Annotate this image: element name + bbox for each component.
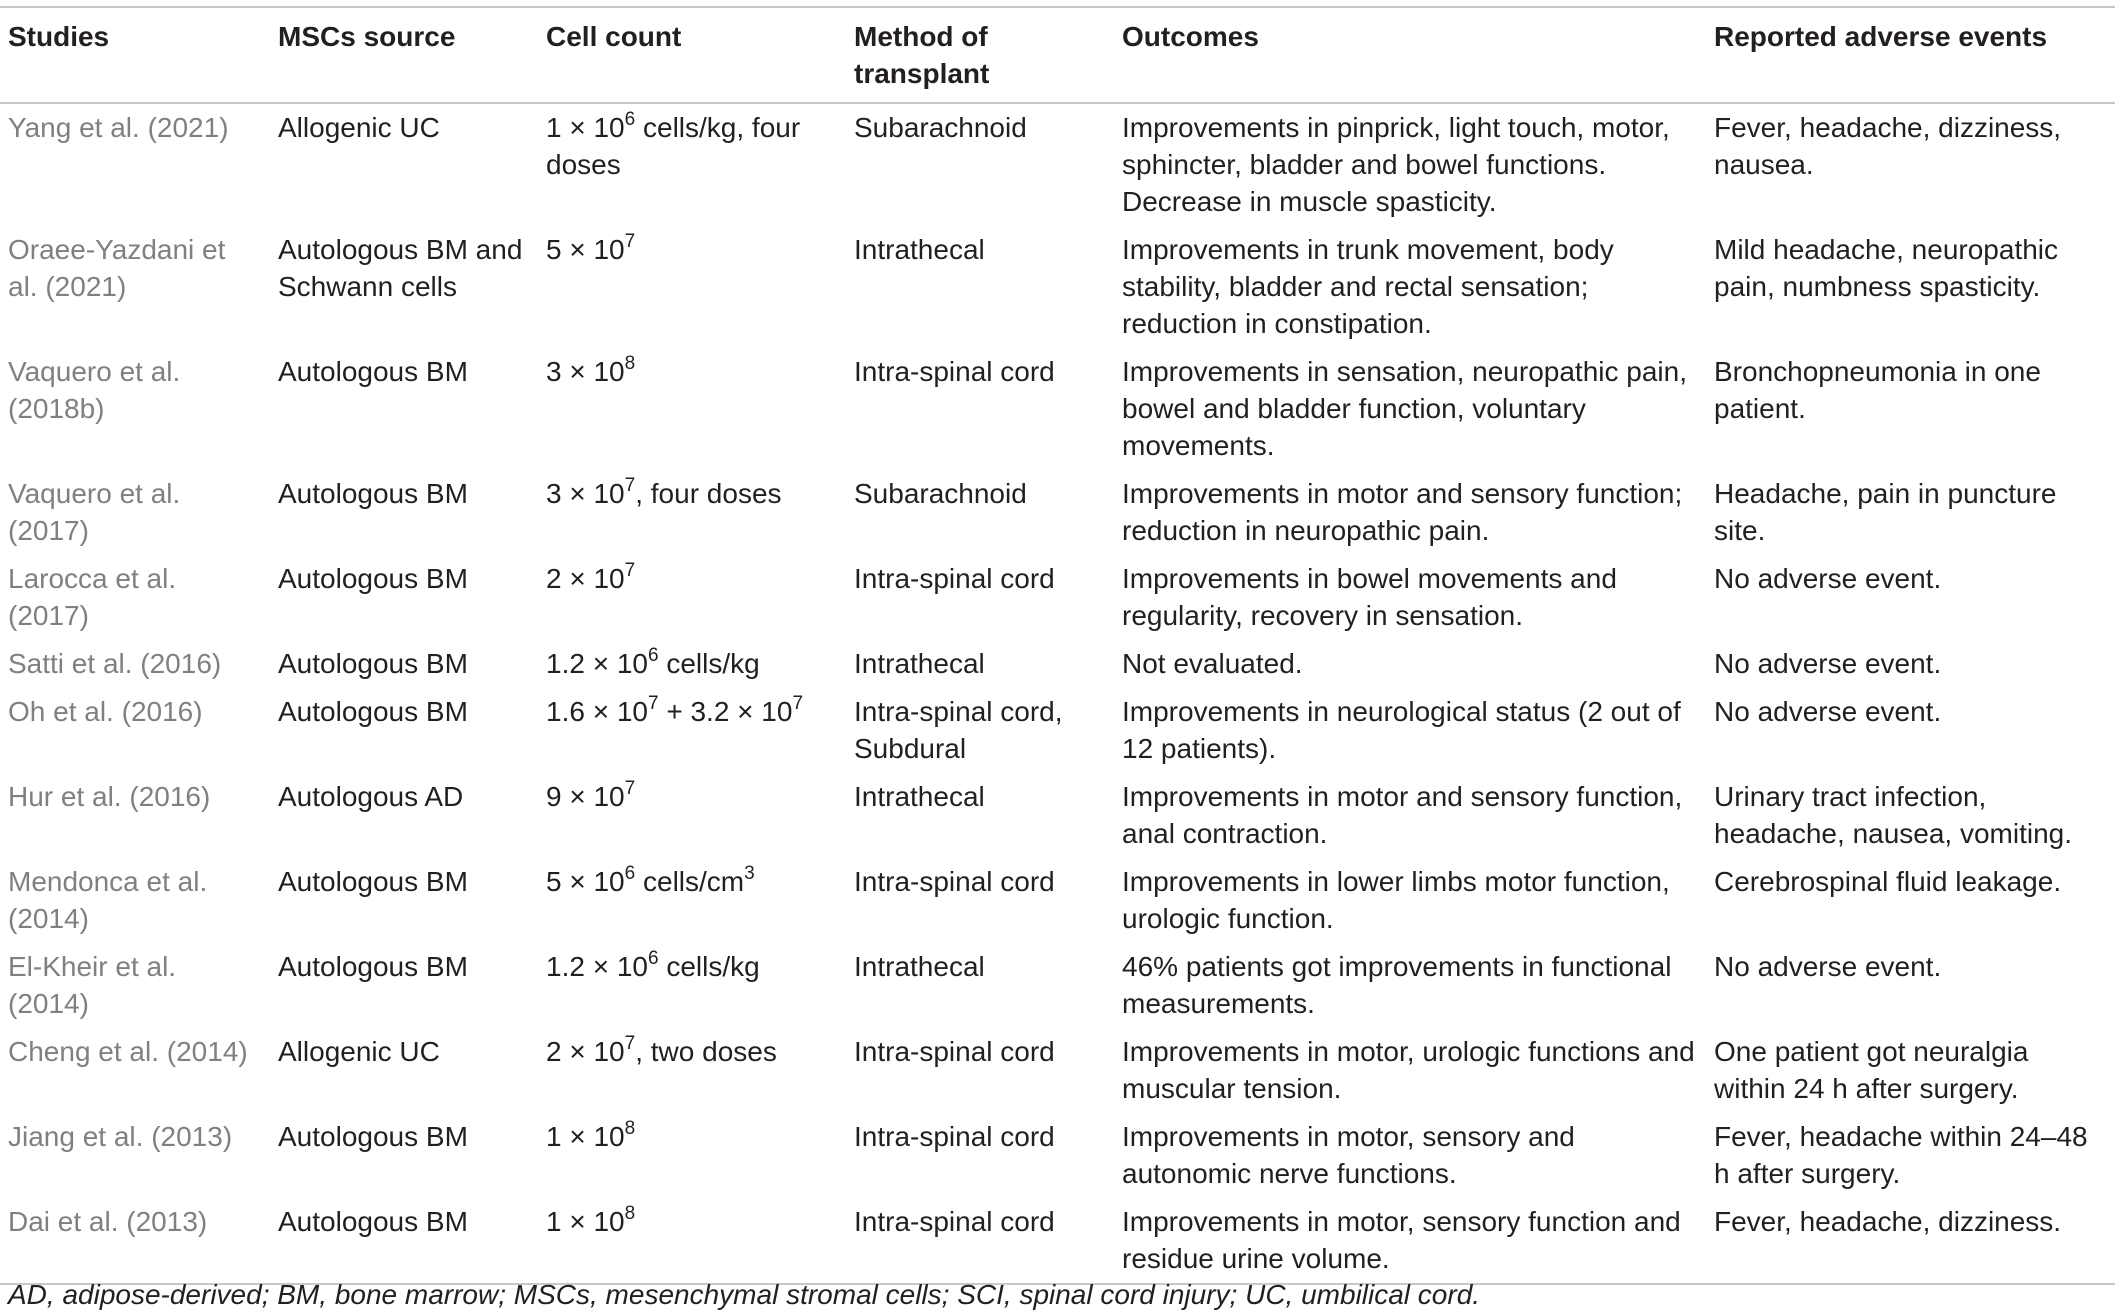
- header-outcomes: Outcomes: [1122, 21, 1259, 52]
- cell-count-cell: [538, 226, 846, 348]
- outcomes-cell: Improvements in pinprick, light touch, motor, sphincter, bladder and bowel functions. Decrease in muscle spasticity.: [1122, 112, 1670, 217]
- cell-count-exponent: 7: [624, 231, 636, 252]
- outcomes-cell: Improvements in trunk movement, body stability, bladder and rectal sensation; reduction in constipation.: [1122, 234, 1614, 339]
- header-cell-count: Cell count: [546, 21, 682, 52]
- study-cell: Satti et al. (2016): [8, 648, 222, 679]
- table-body: [0, 103, 2115, 1284]
- cell-count-exponent: 6: [647, 948, 659, 969]
- method-cell: Intrathecal: [854, 648, 985, 679]
- study-cell: Hur et al. (2016): [8, 781, 211, 812]
- method-cell: Intra-spinal cord: [854, 1036, 1055, 1067]
- cell-count-cell: [538, 943, 846, 1028]
- source-cell: Autologous BM: [278, 648, 468, 679]
- table-row: [0, 348, 2115, 470]
- study-cell: Vaquero et al. (2018b): [8, 356, 181, 424]
- adverse-events-cell: Headache, pain in puncture site.: [1714, 478, 2057, 546]
- cell-count-exponent-2: 7: [792, 693, 804, 714]
- source-cell: Autologous BM: [278, 866, 468, 897]
- adverse-events-cell: Mild headache, neuropathic pain, numbness spasticity.: [1714, 234, 2059, 302]
- study-cell: Oh et al. (2016): [8, 696, 203, 727]
- table-row: [0, 858, 2115, 943]
- adverse-events-cell: No adverse event.: [1714, 696, 1942, 727]
- cell-count-base: 9 × 10: [546, 781, 625, 812]
- outcomes-cell: Improvements in bowel movements and regularity, recovery in sensation.: [1122, 563, 1617, 631]
- source-cell: Autologous BM: [278, 356, 468, 387]
- adverse-events-cell: Cerebrospinal fluid leakage.: [1714, 866, 2062, 897]
- table-row: [0, 555, 2115, 640]
- msc-studies-table: [0, 6, 2115, 1285]
- study-cell: Dai et al. (2013): [8, 1206, 208, 1237]
- cell-count-suffix: , four doses: [635, 478, 782, 509]
- cell-count-cell: [538, 1198, 846, 1284]
- cell-count-suffix: cells/kg: [658, 648, 760, 679]
- outcomes-cell: Improvements in motor, sensory and autonomic nerve functions.: [1122, 1121, 1575, 1189]
- method-cell: Intra-spinal cord: [854, 1121, 1055, 1152]
- cell-count-base: 1 × 10: [546, 1121, 625, 1152]
- cell-count-exponent: 8: [624, 1118, 636, 1139]
- header-mscs-source: MSCs source: [278, 21, 456, 52]
- source-cell: Autologous BM: [278, 1206, 468, 1237]
- cell-count-exponent: 6: [624, 109, 636, 130]
- table-footnote: AD, adipose-derived; BM, bone marrow; MSCs, mesenchymal stromal cells; SCI, spinal cord injury; UC, umbilical cord.: [8, 1279, 1481, 1310]
- method-cell: Intra-spinal cord: [854, 1206, 1055, 1237]
- cell-count-suffix: , two doses: [635, 1036, 777, 1067]
- source-cell: Autologous BM and Schwann cells: [278, 234, 523, 302]
- source-cell: Allogenic UC: [278, 1036, 440, 1067]
- cell-count-cell: [538, 858, 846, 943]
- cell-count-exponent: 7: [624, 560, 636, 581]
- source-cell: Autologous BM: [278, 1121, 468, 1152]
- source-cell: Autologous BM: [278, 478, 468, 509]
- table-row: [0, 226, 2115, 348]
- table-row: [0, 1113, 2115, 1198]
- table-row: [0, 688, 2115, 773]
- cell-count-exponent: 7: [624, 475, 636, 496]
- cell-count-exponent-2: 3: [744, 863, 755, 884]
- table-row: [0, 943, 2115, 1028]
- table-row: [0, 640, 2115, 688]
- source-cell: Autologous BM: [278, 696, 468, 727]
- adverse-events-cell: Fever, headache, dizziness.: [1714, 1206, 2062, 1237]
- cell-count-base: 5 × 10: [546, 234, 625, 265]
- cell-count-exponent: 8: [624, 1203, 636, 1224]
- adverse-events-cell: No adverse event.: [1714, 563, 1942, 594]
- adverse-events-cell: Bronchopneumonia in one patient.: [1714, 356, 2041, 424]
- study-cell: Jiang et al. (2013): [8, 1121, 233, 1152]
- method-cell: Intrathecal: [854, 781, 985, 812]
- cell-count-exponent: 6: [624, 863, 636, 884]
- cell-count-base: 1.6 × 10: [546, 696, 648, 727]
- study-cell: Larocca et al. (2017): [8, 563, 177, 631]
- method-cell: Subarachnoid: [854, 112, 1027, 143]
- table-row: [0, 103, 2115, 226]
- cell-count-exponent: 6: [647, 645, 659, 666]
- adverse-events-cell: No adverse event.: [1714, 648, 1942, 679]
- outcomes-cell: 46% patients got improvements in functional measurements.: [1122, 951, 1672, 1019]
- table-row: [0, 1198, 2115, 1284]
- cell-count-suffix: cells/kg: [658, 951, 760, 982]
- study-cell: El-Kheir et al. (2014): [8, 951, 177, 1019]
- cell-count-base: 2 × 10: [546, 1036, 625, 1067]
- source-cell: Autologous AD: [278, 781, 464, 812]
- cell-count-base: 1 × 10: [546, 112, 625, 143]
- cell-count-base: 3 × 10: [546, 478, 625, 509]
- source-cell: Autologous BM: [278, 951, 468, 982]
- outcomes-cell: Not evaluated.: [1122, 648, 1303, 679]
- cell-count-exponent: 8: [624, 353, 636, 374]
- outcomes-cell: Improvements in neurological status (2 out of 12 patients).: [1122, 696, 1681, 764]
- cell-count-base: 1 × 10: [546, 1206, 625, 1237]
- study-cell: Vaquero et al. (2017): [8, 478, 181, 546]
- cell-count-cell: [538, 640, 846, 688]
- source-cell: Allogenic UC: [278, 112, 440, 143]
- cell-count-cell: [538, 1028, 846, 1113]
- adverse-events-cell: Urinary tract infection, headache, nausea, vomiting.: [1714, 781, 2073, 849]
- cell-count-cell: [538, 688, 846, 773]
- table-row: [0, 1028, 2115, 1113]
- table-header: [0, 7, 2115, 103]
- method-cell: Intrathecal: [854, 951, 985, 982]
- outcomes-cell: Improvements in motor and sensory function, anal contraction.: [1122, 781, 1683, 849]
- cell-count-suffix: cells/cm: [635, 866, 745, 897]
- cell-count-base: 5 × 10: [546, 866, 625, 897]
- outcomes-cell: Improvements in sensation, neuropathic pain, bowel and bladder function, voluntary movements.: [1122, 356, 1687, 461]
- cell-count-cell: [538, 555, 846, 640]
- cell-count-cell: [538, 103, 846, 226]
- source-cell: Autologous BM: [278, 563, 468, 594]
- cell-count-exponent: 7: [647, 693, 659, 714]
- cell-count-cell: [538, 1113, 846, 1198]
- method-cell: Subarachnoid: [854, 478, 1027, 509]
- cell-count-base: 1.2 × 10: [546, 951, 648, 982]
- adverse-events-cell: One patient got neuralgia within 24 h after surgery.: [1714, 1036, 2029, 1104]
- cell-count-suffix: + 3.2 × 10: [658, 696, 793, 727]
- study-cell: Mendonca et al. (2014): [8, 866, 208, 934]
- header-row: [0, 7, 2115, 103]
- study-cell: Oraee-Yazdani et al. (2021): [8, 234, 226, 302]
- table-row: [0, 470, 2115, 555]
- cell-count-exponent: 7: [624, 1033, 636, 1054]
- cell-count-base: 1.2 × 10: [546, 648, 648, 679]
- adverse-events-cell: No adverse event.: [1714, 951, 1942, 982]
- method-cell: Intra-spinal cord: [854, 356, 1055, 387]
- header-reported-adverse-events: Reported adverse events: [1714, 21, 2048, 52]
- header-studies: Studies: [8, 21, 110, 52]
- method-cell: Intrathecal: [854, 234, 985, 265]
- outcomes-cell: Improvements in motor and sensory function; reduction in neuropathic pain.: [1122, 478, 1683, 546]
- cell-count-cell: [538, 348, 846, 470]
- table-row: [0, 773, 2115, 858]
- method-cell: Intra-spinal cord, Subdural: [854, 696, 1063, 764]
- adverse-events-cell: Fever, headache, dizziness, nausea.: [1714, 112, 2062, 180]
- outcomes-cell: Improvements in motor, urologic functions and muscular tension.: [1122, 1036, 1695, 1104]
- method-cell: Intra-spinal cord: [854, 563, 1055, 594]
- outcomes-cell: Improvements in lower limbs motor function, urologic function.: [1122, 866, 1670, 934]
- cell-count-exponent: 7: [624, 778, 636, 799]
- study-cell: Cheng et al. (2014): [8, 1036, 248, 1067]
- cell-count-cell: [538, 773, 846, 858]
- cell-count-base: 3 × 10: [546, 356, 625, 387]
- study-cell: Yang et al. (2021): [8, 112, 229, 143]
- method-cell: Intra-spinal cord: [854, 866, 1055, 897]
- outcomes-cell: Improvements in motor, sensory function and residue urine volume.: [1122, 1206, 1681, 1274]
- header-method-of-transplant: Method of transplant: [854, 21, 990, 89]
- adverse-events-cell: Fever, headache within 24–48 h after surgery.: [1714, 1121, 2088, 1189]
- cell-count-cell: [538, 470, 846, 555]
- cell-count-suffix: cells/kg, four doses: [546, 112, 801, 180]
- cell-count-base: 2 × 10: [546, 563, 625, 594]
